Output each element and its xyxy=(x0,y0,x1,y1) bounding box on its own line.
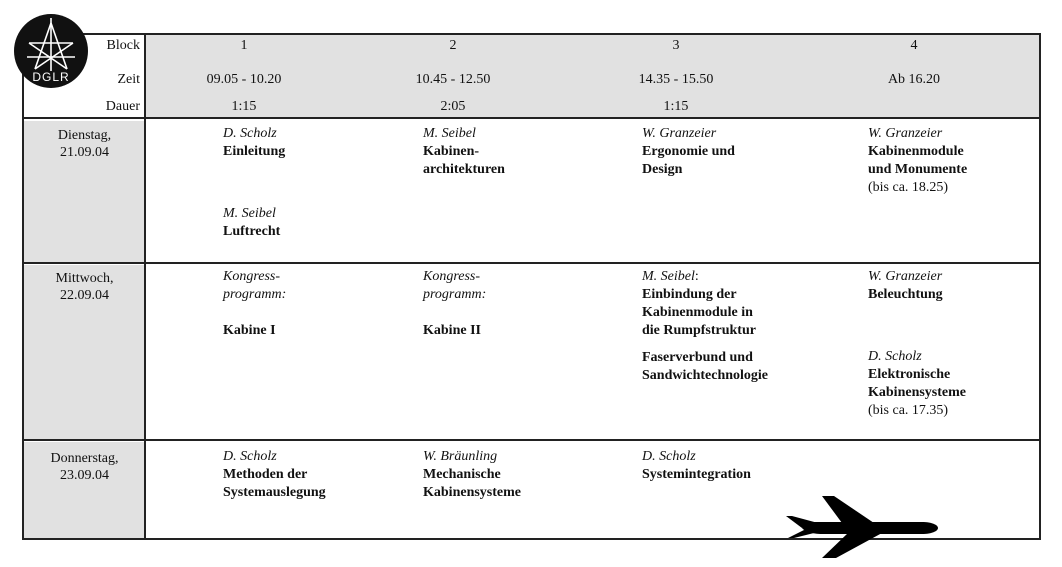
block-number-4: 4 xyxy=(910,38,918,53)
session-title: Faserverbund und Sandwichtechnologie xyxy=(642,350,769,383)
lecturer-colon: : xyxy=(694,269,699,284)
session-title: Einbindung der Kabinenmodule in die Rumpfstruktur xyxy=(642,287,756,338)
block-time-3: 14.35 - 15.50 xyxy=(638,72,714,87)
logo-text: DGLR xyxy=(32,70,70,84)
session-title: Kabinenmodule und Monumente xyxy=(868,144,968,177)
session-lecturer: D. Scholz xyxy=(642,449,696,464)
session-wed-block3-b xyxy=(642,349,768,385)
session-wed-block4-a xyxy=(868,268,943,304)
session-lecturer: D. Scholz xyxy=(223,449,277,464)
session-title: Einleitung xyxy=(223,144,286,159)
block-label: Block xyxy=(106,38,140,53)
block-time-4: Ab 16.20 xyxy=(887,72,941,87)
day-label-thu xyxy=(24,450,145,484)
day-name: Mittwoch, xyxy=(55,271,114,286)
session-tue-block3 xyxy=(642,125,735,179)
session-lecturer: W. Granzeier xyxy=(642,126,717,141)
duration-label: Dauer xyxy=(105,99,140,114)
session-tue-block1-a xyxy=(223,125,285,161)
session-lecturer: Kongress- programm: xyxy=(423,269,487,302)
day-name: Dienstag, xyxy=(57,128,112,143)
row-divider-wed-thu xyxy=(22,439,1041,441)
block-duration-2: 2:05 xyxy=(440,99,466,114)
session-thu-block1 xyxy=(223,448,326,502)
session-lecturer: M. Seibel xyxy=(223,206,276,221)
block-number-1: 1 xyxy=(240,38,248,53)
day-name: Donnerstag, xyxy=(50,451,119,466)
session-title: Ergonomie und Design xyxy=(642,144,735,177)
block-duration-1: 1:15 xyxy=(231,99,257,114)
session-lecturer: W. Granzeier xyxy=(868,126,943,141)
session-title: Kabinen- architekturen xyxy=(423,144,505,177)
session-wed-block1 xyxy=(223,268,286,340)
block-number-2: 2 xyxy=(449,38,457,53)
time-label: Zeit xyxy=(117,72,140,87)
block-duration-3: 1:15 xyxy=(663,99,689,114)
session-wed-block3-a xyxy=(642,268,756,340)
session-title: Systemintegration xyxy=(642,467,751,482)
day-date: 22.09.04 xyxy=(60,288,109,303)
airplane-silhouette-icon xyxy=(782,492,940,562)
day-date: 23.09.04 xyxy=(60,468,109,483)
session-thu-block2 xyxy=(423,448,521,502)
session-title: Kabine II xyxy=(423,323,481,338)
session-lecturer: M. Seibel xyxy=(642,269,695,284)
block-time-1: 09.05 - 10.20 xyxy=(206,72,282,87)
day-label-wed xyxy=(24,270,145,304)
header-divider xyxy=(22,117,1041,119)
session-wed-block4-b xyxy=(868,348,966,420)
block-time-2: 10.45 - 12.50 xyxy=(415,72,491,87)
session-wed-block2 xyxy=(423,268,486,340)
session-tue-block4 xyxy=(868,125,967,197)
session-thu-block3 xyxy=(642,448,751,484)
session-title: Beleuchtung xyxy=(868,287,943,302)
session-lecturer: D. Scholz xyxy=(868,349,922,364)
session-title: Luftrecht xyxy=(223,224,281,239)
session-tue-block2 xyxy=(423,125,505,179)
session-title: Methoden der Systemauslegung xyxy=(223,467,326,500)
session-tue-block1-b xyxy=(223,205,280,241)
session-lecturer: W. Bräunling xyxy=(423,449,498,464)
session-note: (bis ca. 18.25) xyxy=(868,180,949,195)
day-label-tue xyxy=(24,127,145,161)
day-date: 21.09.04 xyxy=(60,145,109,160)
session-lecturer: D. Scholz xyxy=(223,126,277,141)
block-number-3: 3 xyxy=(672,38,680,53)
session-title: Mechanische Kabinensysteme xyxy=(423,467,521,500)
row-divider-tue-wed xyxy=(22,262,1041,264)
session-lecturer: W. Granzeier xyxy=(868,269,943,284)
session-lecturer: Kongress- programm: xyxy=(223,269,287,302)
session-title: Elektronische Kabinensysteme xyxy=(868,367,966,400)
session-note: (bis ca. 17.35) xyxy=(868,403,949,418)
session-title: Kabine I xyxy=(223,323,276,338)
session-lecturer: M. Seibel xyxy=(423,126,476,141)
